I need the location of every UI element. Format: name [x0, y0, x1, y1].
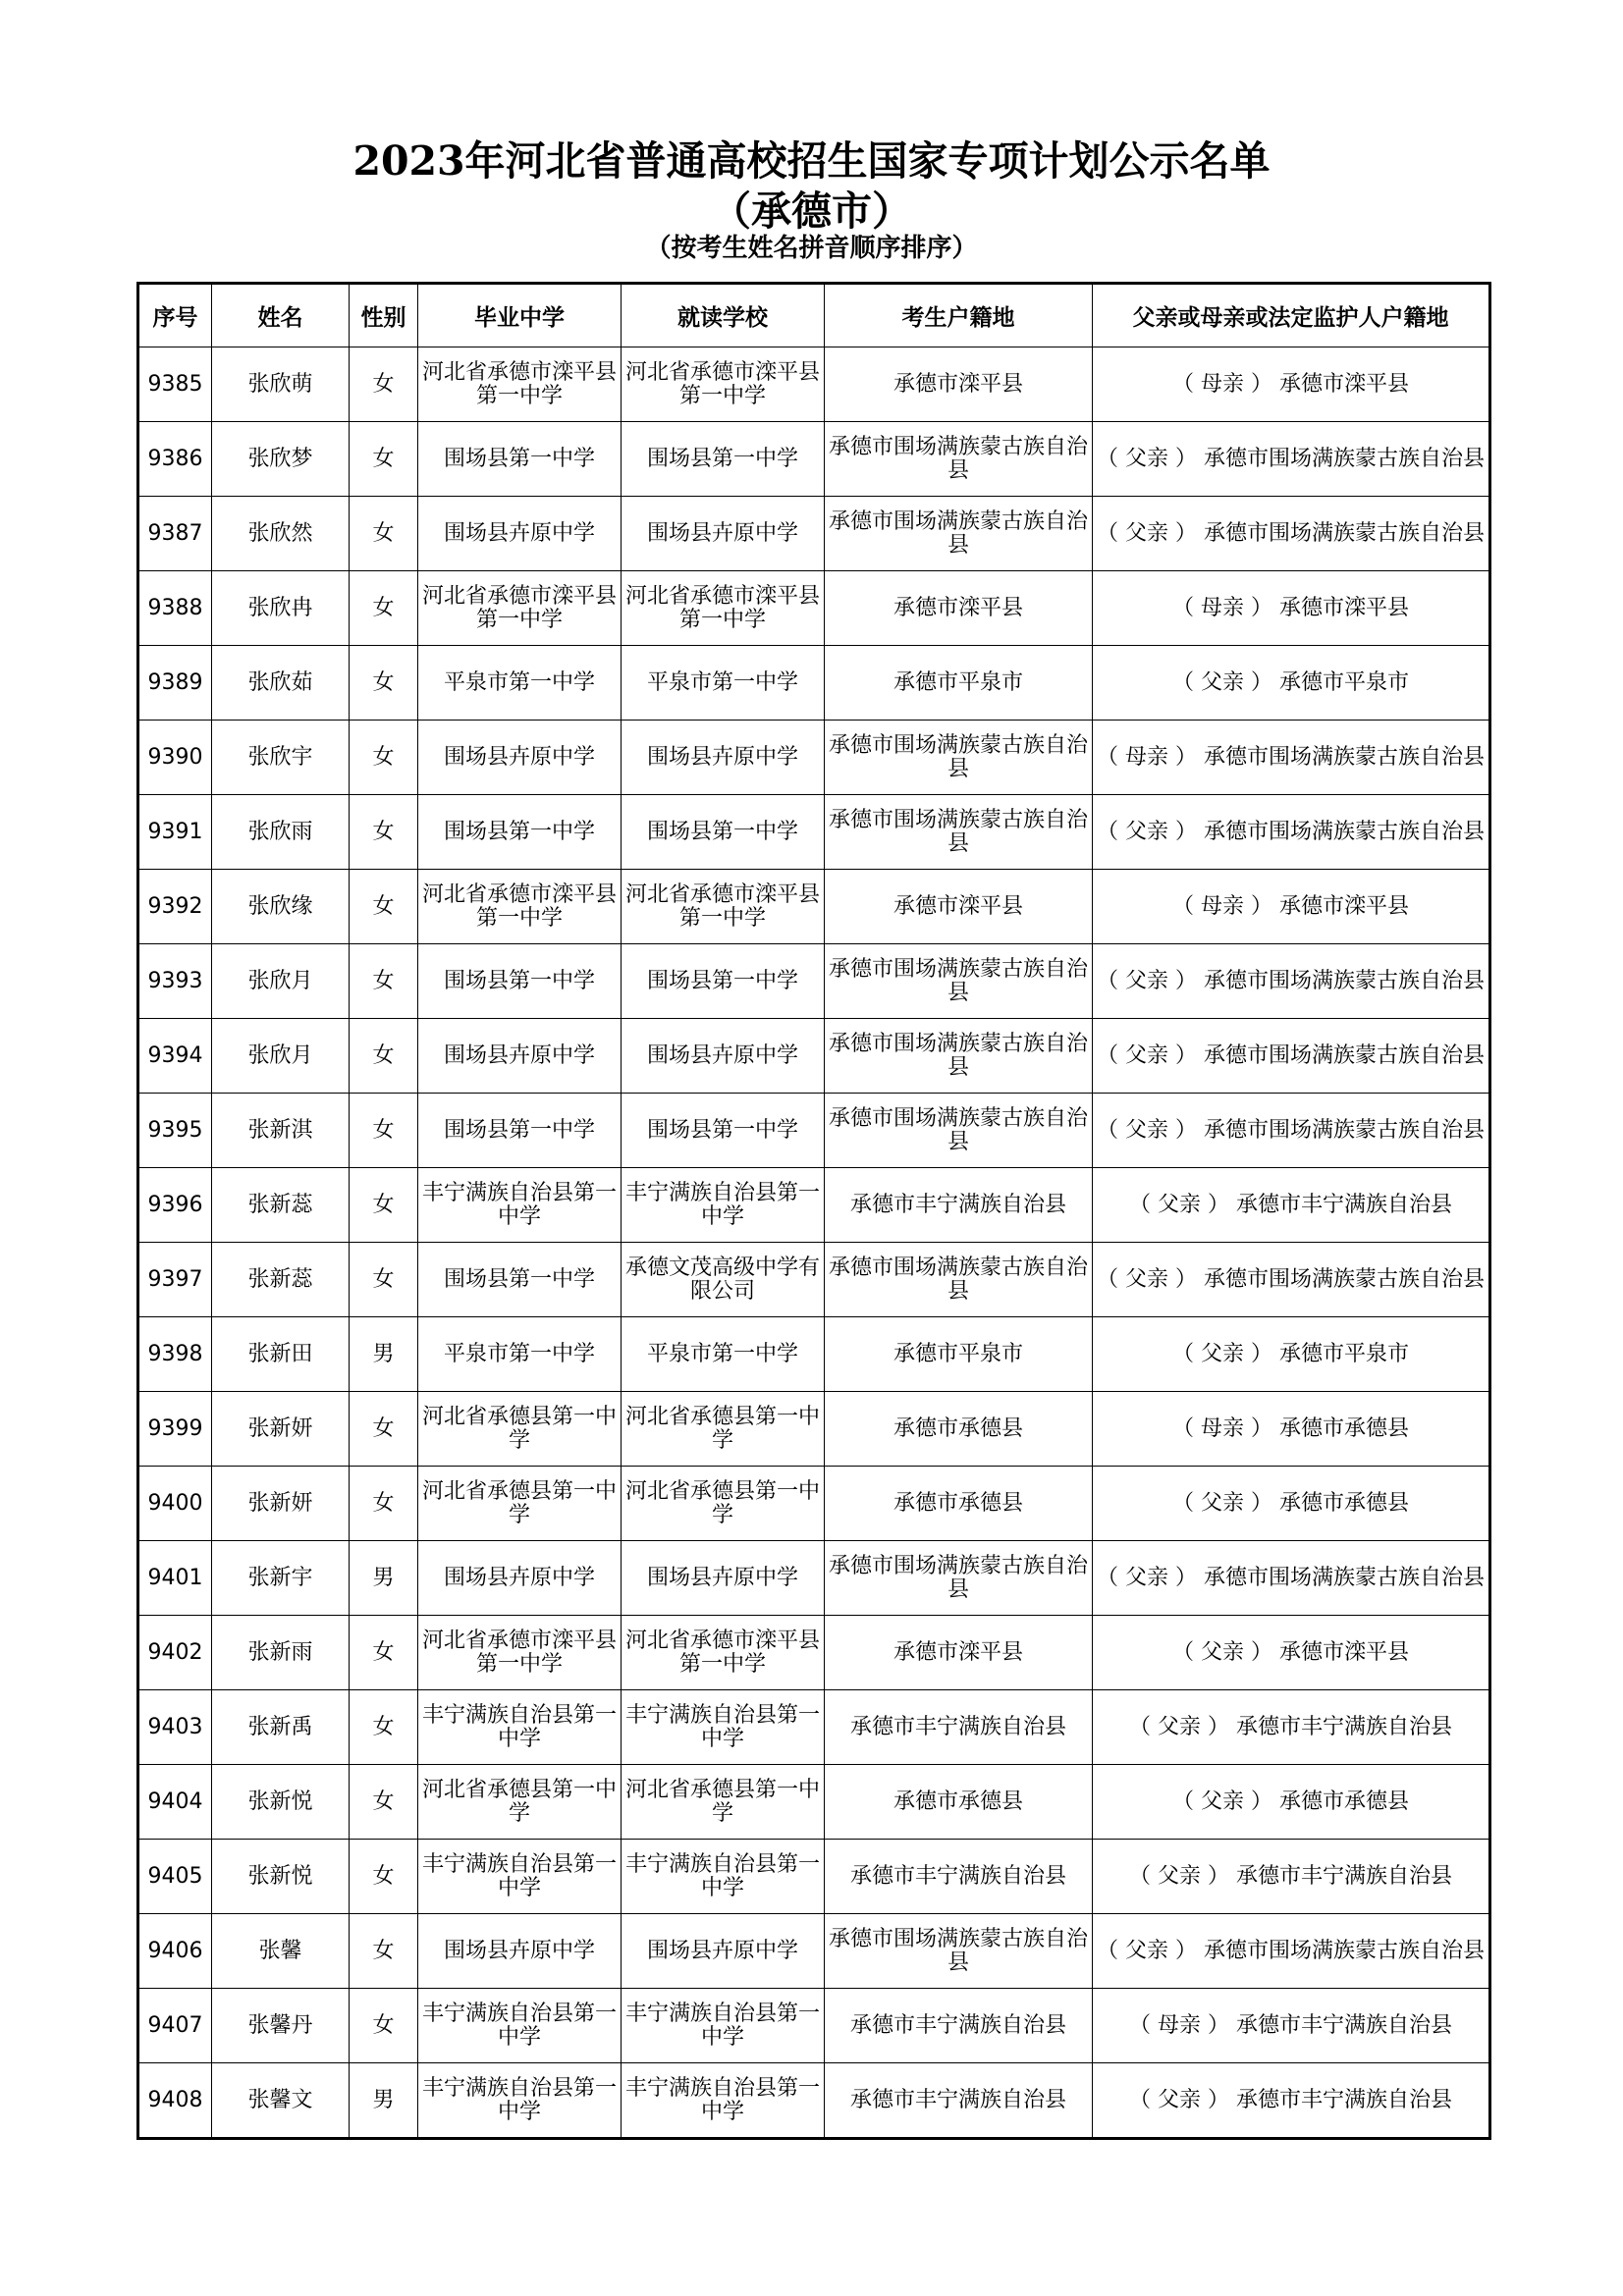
cell-name: 张欣宇	[212, 721, 350, 795]
cell-graduate-school: 河北省承德县第一中学	[418, 1467, 622, 1541]
cell-student-hukou: 承德市滦平县	[825, 571, 1093, 646]
candidate-table	[136, 282, 1491, 2140]
cell-student-hukou: 承德市围场满族蒙古族自治县	[825, 721, 1093, 795]
table-row	[138, 1616, 1490, 1690]
cell-current-school: 丰宁满族自治县第一中学	[622, 1989, 825, 2063]
cell-current-school: 围场县第一中学	[622, 944, 825, 1019]
cell-guardian-hukou: （ 母亲 ） 承德市滦平县	[1093, 347, 1490, 422]
cell-graduate-school: 河北省承德市滦平县第一中学	[418, 870, 622, 944]
cell-current-school: 河北省承德县第一中学	[622, 1467, 825, 1541]
cell-current-school: 承德文茂高级中学有限公司	[622, 1243, 825, 1317]
cell-current-school: 河北省承德市滦平县第一中学	[622, 347, 825, 422]
cell-name: 张新雨	[212, 1616, 350, 1690]
table-row	[138, 347, 1490, 422]
cell-graduate-school: 围场县第一中学	[418, 1243, 622, 1317]
cell-current-school: 围场县卉原中学	[622, 1541, 825, 1616]
cell-name: 张新蕊	[212, 1243, 350, 1317]
table-row	[138, 1094, 1490, 1168]
cell-student-hukou: 承德市围场满族蒙古族自治县	[825, 1094, 1093, 1168]
cell-guardian-hukou: （ 父亲 ） 承德市平泉市	[1093, 1317, 1490, 1392]
cell-guardian-hukou: （ 父亲 ） 承德市平泉市	[1093, 646, 1490, 721]
table-row	[138, 1541, 1490, 1616]
cell-name: 张欣雨	[212, 795, 350, 870]
cell-current-school: 围场县卉原中学	[622, 497, 825, 571]
cell-current-school: 河北省承德县第一中学	[622, 1765, 825, 1840]
cell-current-school: 平泉市第一中学	[622, 646, 825, 721]
cell-graduate-school: 河北省承德市滦平县第一中学	[418, 347, 622, 422]
cell-guardian-hukou: （ 父亲 ） 承德市丰宁满族自治县	[1093, 2063, 1490, 2139]
cell-index: 9395	[138, 1094, 212, 1168]
cell-graduate-school: 河北省承德市滦平县第一中学	[418, 571, 622, 646]
cell-graduate-school: 丰宁满族自治县第一中学	[418, 1840, 622, 1914]
cell-index: 9396	[138, 1168, 212, 1243]
cell-graduate-school: 围场县第一中学	[418, 1094, 622, 1168]
page-title: 2023年河北省普通高校招生国家专项计划公示名单	[352, 137, 1271, 185]
cell-guardian-hukou: （ 父亲 ） 承德市围场满族蒙古族自治县	[1093, 1243, 1490, 1317]
cell-gender: 女	[350, 646, 418, 721]
cell-gender: 男	[350, 2063, 418, 2139]
cell-index: 9394	[138, 1019, 212, 1094]
cell-gender: 女	[350, 1765, 418, 1840]
cell-name: 张欣月	[212, 1019, 350, 1094]
cell-gender: 女	[350, 870, 418, 944]
header-graduate-school: 毕业中学	[418, 284, 622, 347]
cell-graduate-school: 围场县卉原中学	[418, 497, 622, 571]
cell-gender: 女	[350, 347, 418, 422]
cell-name: 张新禹	[212, 1690, 350, 1765]
cell-guardian-hukou: （ 父亲 ） 承德市围场满族蒙古族自治县	[1093, 1019, 1490, 1094]
table-row	[138, 1989, 1490, 2063]
cell-graduate-school: 围场县第一中学	[418, 944, 622, 1019]
cell-name: 张新悦	[212, 1840, 350, 1914]
cell-current-school: 河北省承德市滦平县第一中学	[622, 870, 825, 944]
cell-guardian-hukou: （ 母亲 ） 承德市承德县	[1093, 1392, 1490, 1467]
header-guardian-hukou: 父亲或母亲或法定监护人户籍地	[1093, 284, 1490, 347]
cell-current-school: 围场县第一中学	[622, 1094, 825, 1168]
table-row	[138, 2063, 1490, 2139]
table-row	[138, 1765, 1490, 1840]
cell-gender: 女	[350, 1616, 418, 1690]
cell-graduate-school: 围场县卉原中学	[418, 1541, 622, 1616]
cell-index: 9391	[138, 795, 212, 870]
cell-current-school: 河北省承德市滦平县第一中学	[622, 571, 825, 646]
cell-graduate-school: 河北省承德市滦平县第一中学	[418, 1616, 622, 1690]
cell-index: 9389	[138, 646, 212, 721]
cell-guardian-hukou: （ 母亲 ） 承德市围场满族蒙古族自治县	[1093, 721, 1490, 795]
cell-student-hukou: 承德市丰宁满族自治县	[825, 1690, 1093, 1765]
cell-index: 9407	[138, 1989, 212, 2063]
table-row	[138, 1690, 1490, 1765]
cell-student-hukou: 承德市承德县	[825, 1765, 1093, 1840]
cell-student-hukou: 承德市围场满族蒙古族自治县	[825, 1914, 1093, 1989]
table-row	[138, 497, 1490, 571]
cell-guardian-hukou: （ 父亲 ） 承德市围场满族蒙古族自治县	[1093, 1914, 1490, 1989]
cell-guardian-hukou: （ 父亲 ） 承德市围场满族蒙古族自治县	[1093, 944, 1490, 1019]
cell-index: 9404	[138, 1765, 212, 1840]
cell-name: 张新蕊	[212, 1168, 350, 1243]
cell-gender: 男	[350, 1541, 418, 1616]
header-name: 姓名	[212, 284, 350, 347]
cell-student-hukou: 承德市丰宁满族自治县	[825, 2063, 1093, 2139]
cell-index: 9398	[138, 1317, 212, 1392]
cell-graduate-school: 丰宁满族自治县第一中学	[418, 1690, 622, 1765]
cell-name: 张新悦	[212, 1765, 350, 1840]
cell-graduate-school: 围场县卉原中学	[418, 1914, 622, 1989]
cell-gender: 女	[350, 422, 418, 497]
cell-gender: 女	[350, 497, 418, 571]
table-row	[138, 1243, 1490, 1317]
table-row	[138, 646, 1490, 721]
table-row	[138, 1840, 1490, 1914]
cell-student-hukou: 承德市平泉市	[825, 646, 1093, 721]
cell-student-hukou: 承德市围场满族蒙古族自治县	[825, 422, 1093, 497]
cell-gender: 女	[350, 1989, 418, 2063]
cell-name: 张馨丹	[212, 1989, 350, 2063]
cell-name: 张欣萌	[212, 347, 350, 422]
cell-student-hukou: 承德市平泉市	[825, 1317, 1093, 1392]
cell-name: 张欣然	[212, 497, 350, 571]
cell-graduate-school: 丰宁满族自治县第一中学	[418, 2063, 622, 2139]
cell-name: 张新妍	[212, 1392, 350, 1467]
cell-index: 9408	[138, 2063, 212, 2139]
cell-student-hukou: 承德市滦平县	[825, 1616, 1093, 1690]
table-header-row	[138, 284, 1490, 347]
cell-gender: 女	[350, 1168, 418, 1243]
cell-index: 9406	[138, 1914, 212, 1989]
cell-guardian-hukou: （ 父亲 ） 承德市丰宁满族自治县	[1093, 1168, 1490, 1243]
cell-index: 9386	[138, 422, 212, 497]
cell-guardian-hukou: （ 父亲 ） 承德市承德县	[1093, 1467, 1490, 1541]
table-row	[138, 944, 1490, 1019]
cell-guardian-hukou: （ 父亲 ） 承德市丰宁满族自治县	[1093, 1840, 1490, 1914]
cell-index: 9403	[138, 1690, 212, 1765]
cell-name: 张新宇	[212, 1541, 350, 1616]
cell-name: 张欣月	[212, 944, 350, 1019]
cell-gender: 女	[350, 1392, 418, 1467]
table-row	[138, 1019, 1490, 1094]
cell-graduate-school: 围场县第一中学	[418, 422, 622, 497]
cell-name: 张欣缘	[212, 870, 350, 944]
cell-graduate-school: 河北省承德县第一中学	[418, 1392, 622, 1467]
cell-guardian-hukou: （ 父亲 ） 承德市围场满族蒙古族自治县	[1093, 422, 1490, 497]
cell-student-hukou: 承德市围场满族蒙古族自治县	[825, 497, 1093, 571]
table-row	[138, 1914, 1490, 1989]
cell-gender: 女	[350, 571, 418, 646]
cell-graduate-school: 平泉市第一中学	[418, 1317, 622, 1392]
cell-current-school: 围场县第一中学	[622, 795, 825, 870]
cell-index: 9397	[138, 1243, 212, 1317]
page-subtitle: （承德市）	[711, 187, 912, 235]
cell-gender: 女	[350, 795, 418, 870]
cell-student-hukou: 承德市滦平县	[825, 347, 1093, 422]
cell-index: 9399	[138, 1392, 212, 1467]
cell-current-school: 河北省承德市滦平县第一中学	[622, 1616, 825, 1690]
cell-gender: 女	[350, 1019, 418, 1094]
cell-index: 9400	[138, 1467, 212, 1541]
table-row	[138, 1168, 1490, 1243]
cell-name: 张欣冉	[212, 571, 350, 646]
cell-guardian-hukou: （ 母亲 ） 承德市丰宁满族自治县	[1093, 1989, 1490, 2063]
table-row	[138, 1467, 1490, 1541]
cell-gender: 女	[350, 1840, 418, 1914]
cell-name: 张欣茹	[212, 646, 350, 721]
cell-current-school: 丰宁满族自治县第一中学	[622, 2063, 825, 2139]
cell-guardian-hukou: （ 父亲 ） 承德市承德县	[1093, 1765, 1490, 1840]
cell-name: 张欣梦	[212, 422, 350, 497]
table-row	[138, 870, 1490, 944]
cell-guardian-hukou: （ 父亲 ） 承德市围场满族蒙古族自治县	[1093, 497, 1490, 571]
cell-name: 张新田	[212, 1317, 350, 1392]
cell-current-school: 平泉市第一中学	[622, 1317, 825, 1392]
cell-name: 张新淇	[212, 1094, 350, 1168]
cell-gender: 女	[350, 721, 418, 795]
cell-gender: 女	[350, 1690, 418, 1765]
cell-index: 9402	[138, 1616, 212, 1690]
cell-current-school: 围场县卉原中学	[622, 1914, 825, 1989]
cell-student-hukou: 承德市丰宁满族自治县	[825, 1168, 1093, 1243]
header-gender: 性别	[350, 284, 418, 347]
cell-current-school: 丰宁满族自治县第一中学	[622, 1690, 825, 1765]
cell-student-hukou: 承德市丰宁满族自治县	[825, 1989, 1093, 2063]
table-row	[138, 422, 1490, 497]
cell-index: 9390	[138, 721, 212, 795]
header-current-school: 就读学校	[622, 284, 825, 347]
cell-student-hukou: 承德市承德县	[825, 1392, 1093, 1467]
cell-graduate-school: 河北省承德县第一中学	[418, 1765, 622, 1840]
sort-note: （按考生姓名拼音顺序排序）	[645, 234, 978, 263]
table-row	[138, 795, 1490, 870]
cell-graduate-school: 丰宁满族自治县第一中学	[418, 1989, 622, 2063]
table-row	[138, 1392, 1490, 1467]
cell-name: 张馨文	[212, 2063, 350, 2139]
cell-index: 9387	[138, 497, 212, 571]
cell-student-hukou: 承德市围场满族蒙古族自治县	[825, 944, 1093, 1019]
cell-student-hukou: 承德市围场满族蒙古族自治县	[825, 1541, 1093, 1616]
cell-student-hukou: 承德市围场满族蒙古族自治县	[825, 1243, 1093, 1317]
cell-current-school: 丰宁满族自治县第一中学	[622, 1168, 825, 1243]
table-row	[138, 1317, 1490, 1392]
table-row	[138, 721, 1490, 795]
cell-current-school: 丰宁满族自治县第一中学	[622, 1840, 825, 1914]
cell-gender: 女	[350, 944, 418, 1019]
cell-guardian-hukou: （ 父亲 ） 承德市围场满族蒙古族自治县	[1093, 1541, 1490, 1616]
cell-name: 张新妍	[212, 1467, 350, 1541]
cell-graduate-school: 围场县第一中学	[418, 795, 622, 870]
cell-gender: 女	[350, 1243, 418, 1317]
cell-guardian-hukou: （ 母亲 ） 承德市滦平县	[1093, 571, 1490, 646]
cell-student-hukou: 承德市围场满族蒙古族自治县	[825, 1019, 1093, 1094]
cell-student-hukou: 承德市丰宁满族自治县	[825, 1840, 1093, 1914]
cell-current-school: 围场县第一中学	[622, 422, 825, 497]
cell-index: 9392	[138, 870, 212, 944]
cell-index: 9405	[138, 1840, 212, 1914]
cell-guardian-hukou: （ 父亲 ） 承德市围场满族蒙古族自治县	[1093, 1094, 1490, 1168]
header-student-hukou: 考生户籍地	[825, 284, 1093, 347]
cell-graduate-school: 围场县卉原中学	[418, 1019, 622, 1094]
cell-student-hukou: 承德市滦平县	[825, 870, 1093, 944]
cell-gender: 女	[350, 1094, 418, 1168]
cell-guardian-hukou: （ 母亲 ） 承德市滦平县	[1093, 870, 1490, 944]
cell-current-school: 围场县卉原中学	[622, 1019, 825, 1094]
cell-current-school: 河北省承德县第一中学	[622, 1392, 825, 1467]
cell-gender: 女	[350, 1467, 418, 1541]
cell-index: 9385	[138, 347, 212, 422]
cell-index: 9393	[138, 944, 212, 1019]
cell-index: 9401	[138, 1541, 212, 1616]
cell-graduate-school: 平泉市第一中学	[418, 646, 622, 721]
cell-student-hukou: 承德市围场满族蒙古族自治县	[825, 795, 1093, 870]
cell-gender: 女	[350, 1914, 418, 1989]
cell-gender: 男	[350, 1317, 418, 1392]
cell-guardian-hukou: （ 父亲 ） 承德市滦平县	[1093, 1616, 1490, 1690]
table-body	[138, 347, 1490, 2139]
table-row	[138, 571, 1490, 646]
cell-student-hukou: 承德市承德县	[825, 1467, 1093, 1541]
cell-current-school: 围场县卉原中学	[622, 721, 825, 795]
header-index: 序号	[138, 284, 212, 347]
cell-index: 9388	[138, 571, 212, 646]
cell-graduate-school: 丰宁满族自治县第一中学	[418, 1168, 622, 1243]
cell-guardian-hukou: （ 父亲 ） 承德市围场满族蒙古族自治县	[1093, 795, 1490, 870]
cell-graduate-school: 围场县卉原中学	[418, 721, 622, 795]
cell-guardian-hukou: （ 父亲 ） 承德市丰宁满族自治县	[1093, 1690, 1490, 1765]
cell-name: 张馨	[212, 1914, 350, 1989]
